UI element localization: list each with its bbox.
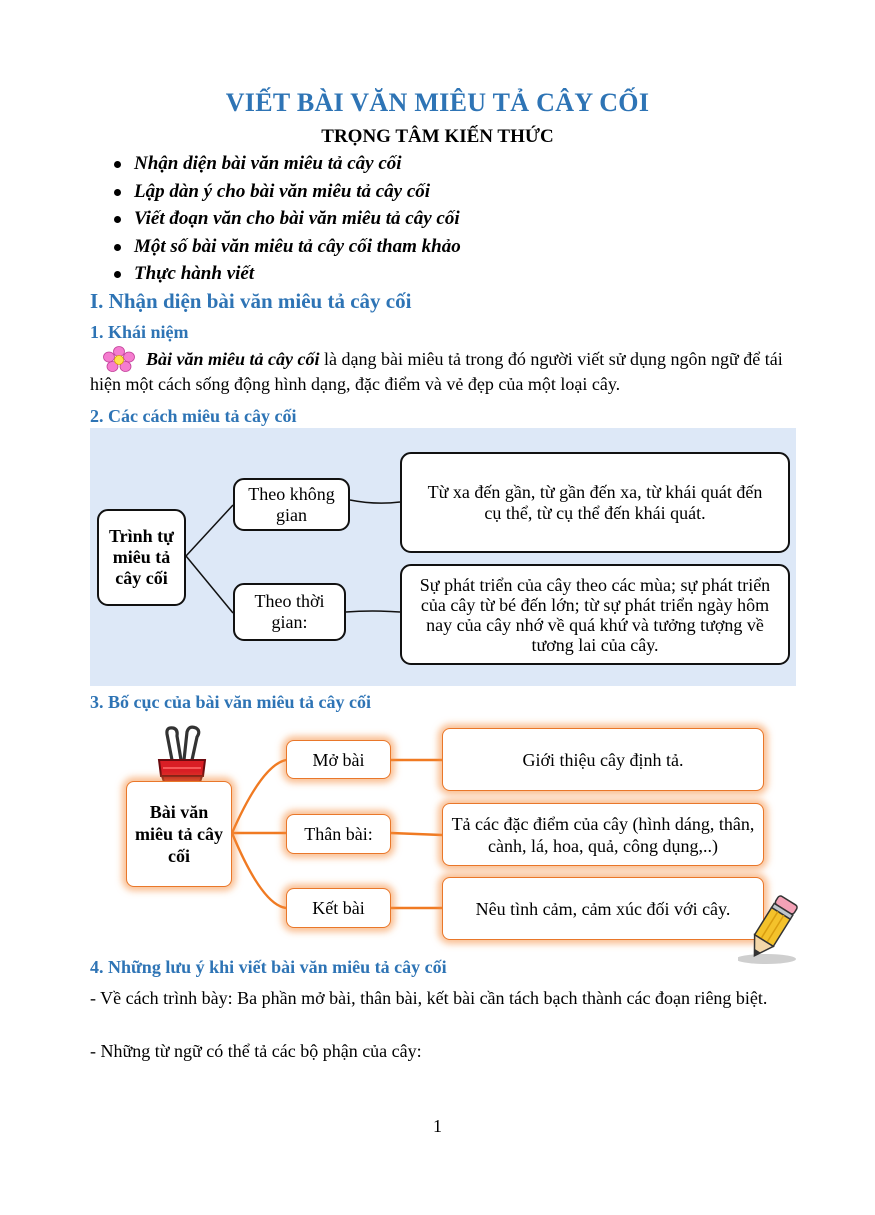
- note-line-1: - Về cách trình bày: Ba phần mở bài, thân bài, kết bài cần tách bạch thành các đoạn riêng biệt.: [90, 988, 768, 1008]
- definition-text: là dạng bài miêu tả trong đó người viết sử dụng ngôn ngữ để tái hiện một cách sống động hình dạng, đặc điểm và vẻ đẹp của một loại cây.: [90, 349, 783, 394]
- note-line-2: - Những từ ngữ có thể tả các bộ phận của cây:: [90, 1041, 422, 1061]
- part-intro: Mở bài: [286, 740, 391, 779]
- page-subtitle: TRỌNG TÂM KIẾN THỨC: [321, 126, 554, 147]
- diagram-root-sequence: Trình tự miêu tả cây cối: [97, 509, 186, 606]
- detail-body: Tả các đặc điểm của cây (hình dáng, thân, cành, lá, hoa, quả, công dụng,..): [442, 803, 764, 866]
- subsection-heading-1: 1. Khái niệm: [90, 322, 189, 342]
- detail-conclusion: Nêu tình cảm, cảm xúc đối với cây.: [442, 877, 764, 940]
- page-title: VIẾT BÀI VĂN MIÊU TẢ CÂY CỐI: [225, 88, 650, 117]
- diagram-root-structure: Bài văn miêu tả cây cối: [126, 781, 232, 887]
- subsection-heading-2: 2. Các cách miêu tả cây cối: [90, 406, 297, 426]
- page-number: 1: [433, 1116, 442, 1136]
- section-heading: I. Nhận diện bài văn miêu tả cây cối: [90, 289, 412, 313]
- list-item: Thực hành viết: [112, 260, 461, 288]
- pencil-icon: [738, 893, 802, 967]
- subsection-heading-3: 3. Bố cục của bài văn miêu tả cây cối: [90, 692, 371, 712]
- list-item: Một số bài văn miêu tả cây cối tham khảo: [112, 233, 461, 261]
- branch-space: Theo không gian: [233, 478, 350, 531]
- detail-intro: Giới thiệu cây định tả.: [442, 728, 764, 791]
- list-item: Viết đoạn văn cho bài văn miêu tả cây cối: [112, 205, 461, 233]
- list-item: Lập dàn ý cho bài văn miêu tả cây cối: [112, 178, 461, 206]
- list-item: Nhận diện bài văn miêu tả cây cối: [112, 150, 461, 178]
- definition-term: Bài văn miêu tả cây cối: [146, 349, 320, 369]
- detail-time: Sự phát triển của cây theo các mùa; sự phát triển của cây từ bé đến lớn; từ sự phát triển ngày hôm nay của cây nhớ về quá khứ và tưởng tượng về tương lai của cây.: [400, 564, 790, 665]
- branch-time: Theo thời gian:: [233, 583, 346, 641]
- detail-space: Từ xa đến gần, từ gần đến xa, từ khái quát đến cụ thể, từ cụ thể đến khái quát.: [400, 452, 790, 553]
- part-conclusion: Kết bài: [286, 888, 391, 928]
- subsection-heading-4: 4. Những lưu ý khi viết bài văn miêu tả cây cối: [90, 957, 447, 977]
- binder-clip-icon: [153, 724, 211, 784]
- part-body: Thân bài:: [286, 814, 391, 854]
